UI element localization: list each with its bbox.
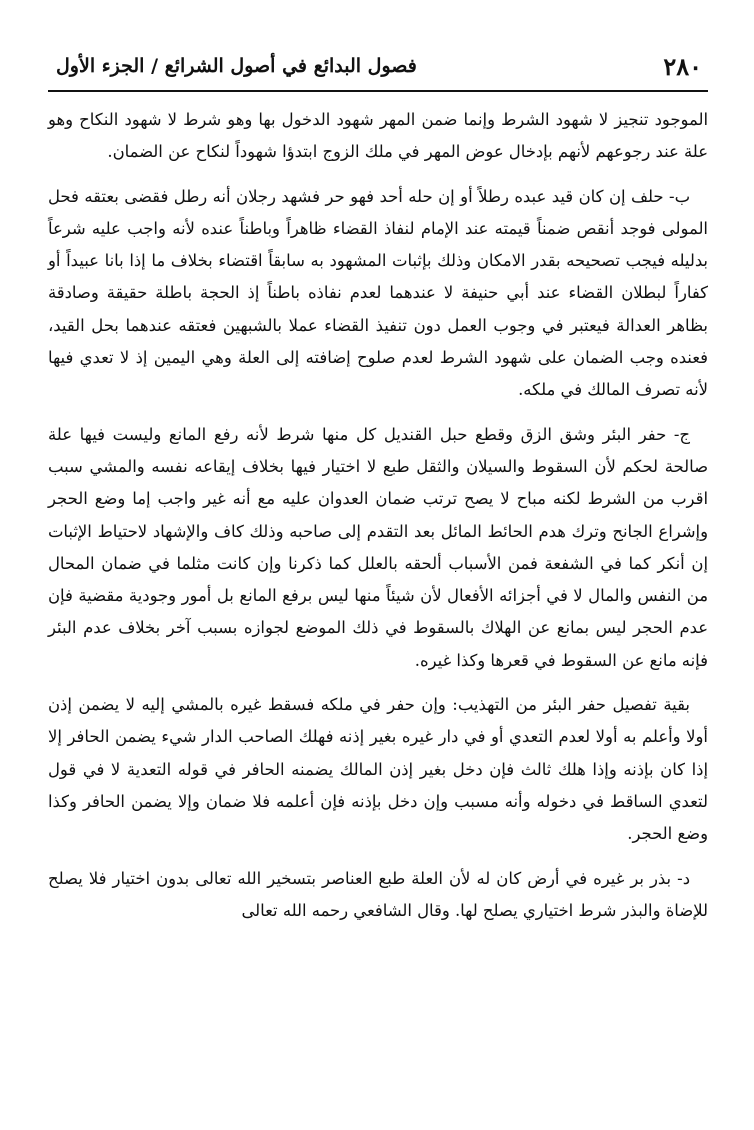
book-page — [0, 42, 754, 1130]
paragraph-ba: ب- حلف إن كان قيد عبده رطلاً أو إن حله أحد فهو حر فشهد رجلان أنه رطل فقضى بعتقه فحل المولى فوجد أنقص ضمناً قيمته عند الإمام لنفاذ القضاء ظاهراً وباطناً عنده لأنه واجب عليه شرعاً بدليله فيجب تصحيحه بقدر الامكان وذلك بإثبات المشهود به سابقاً اقتضاء بخلاف ما إذا بانا عبيداً أو كفاراً لبطلان القضاء عند أبي حنيفة لا عندهما لعدم نفاذه باطناً إذ الحجة باطلة حقيقة وصادقة بظاهر العدالة فيعتبر في وجوب العمل دون تنفيذ القضاء عملا بالشبهين فعتقه عندهما بحل القيد، فعنده وجب الضمان على شهود الشرط لعدم صلوح إضافته إلى العلة وهي اليمين إذ لا تعدي فيها لأنه تصرف المالك في ملكه. — [48, 186, 708, 400]
page-header — [48, 42, 708, 92]
paragraph-jim: ج- حفر البئر وشق الزق وقطع حبل القنديل كل منها شرط لأنه رفع المانع وليست فيها علة صالحة لحكم لأن السقوط والسيلان والثقل طبع لا اختيار فيها بخلاف إيقاعه نفسه والمشي سبب اقرب من الشرط لكنه مباح لا يصح ترتب ضمان العدوان عليه مع أنه غير واجب إما وضع الحجر وإشراع الجانح وترك هدم الحائط المائل بعد التقدم إلى صاحبه وذلك كاف والإشهاد لاحتياط الإثبات إن أنكر كما في الشفعة فمن الأسباب ألحقه بالعلل كما ذكرنا وإن كانت مثلما في ضمان المحال من النفس والمال لا في أجزائه الأفعال لأن شيئاً منها ليس برفع المانع بل أمور وجودية مقضية فإن عدم الحجر ليس بمانع عن الهلاك بالسقوط في ذلك الموضع لجوازه بسبب آخر بخلاف عدم البئر فإنه مانع عن السقوط في قعرها وكذا غيره. — [48, 424, 708, 670]
paragraph-tahdhib: بقية تفصيل حفر البئر من التهذيب: وإن حفر في ملكه فسقط غيره بالمشي إليه لا يضمن إذن أولا وأعلم به أولا لعدم التعدي أو في دار غيره بغير إذنه فهلك الصاحب الدار شيء يضمن الحافر إلا إذا كان بإذنه وإذا هلك ثالث فإن دخل بغير إذن المالك يضمنه الحافر في قوله التعدية لا في قول لتعدي الساقط في دخوله وأنه مسبب وإن دخل بإذنه فإن أعلمه فلا ضمان وإلا يضمن الحافر وكذا وضع الحجر. — [48, 695, 708, 844]
book-title: فصول البدائع في أصول الشرائع / الجزء الأول — [56, 55, 417, 77]
page-number: ٢٨٠ — [663, 51, 702, 81]
page-body — [48, 104, 708, 927]
paragraph-continuation: الموجود تنجيز لا شهود الشرط وإنما ضمن المهر شهود الدخول بها وهو شرط لا شهود النكاح وهو علة عند رجوعهم لأنهم بإدخال عوض المهر في ملك الزوج ابتدؤا شهوداً لنكاح عن الضمان. — [48, 110, 708, 162]
paragraph-dal: د- بذر بر غيره في أرض كان له لأن العلة طبع العناصر بتسخير الله تعالى بدون اختيار فلا يصلح للإضاة والبذر شرط اختياري يصلح لها. وقال الشافعي رحمه الله تعالى — [48, 868, 708, 920]
